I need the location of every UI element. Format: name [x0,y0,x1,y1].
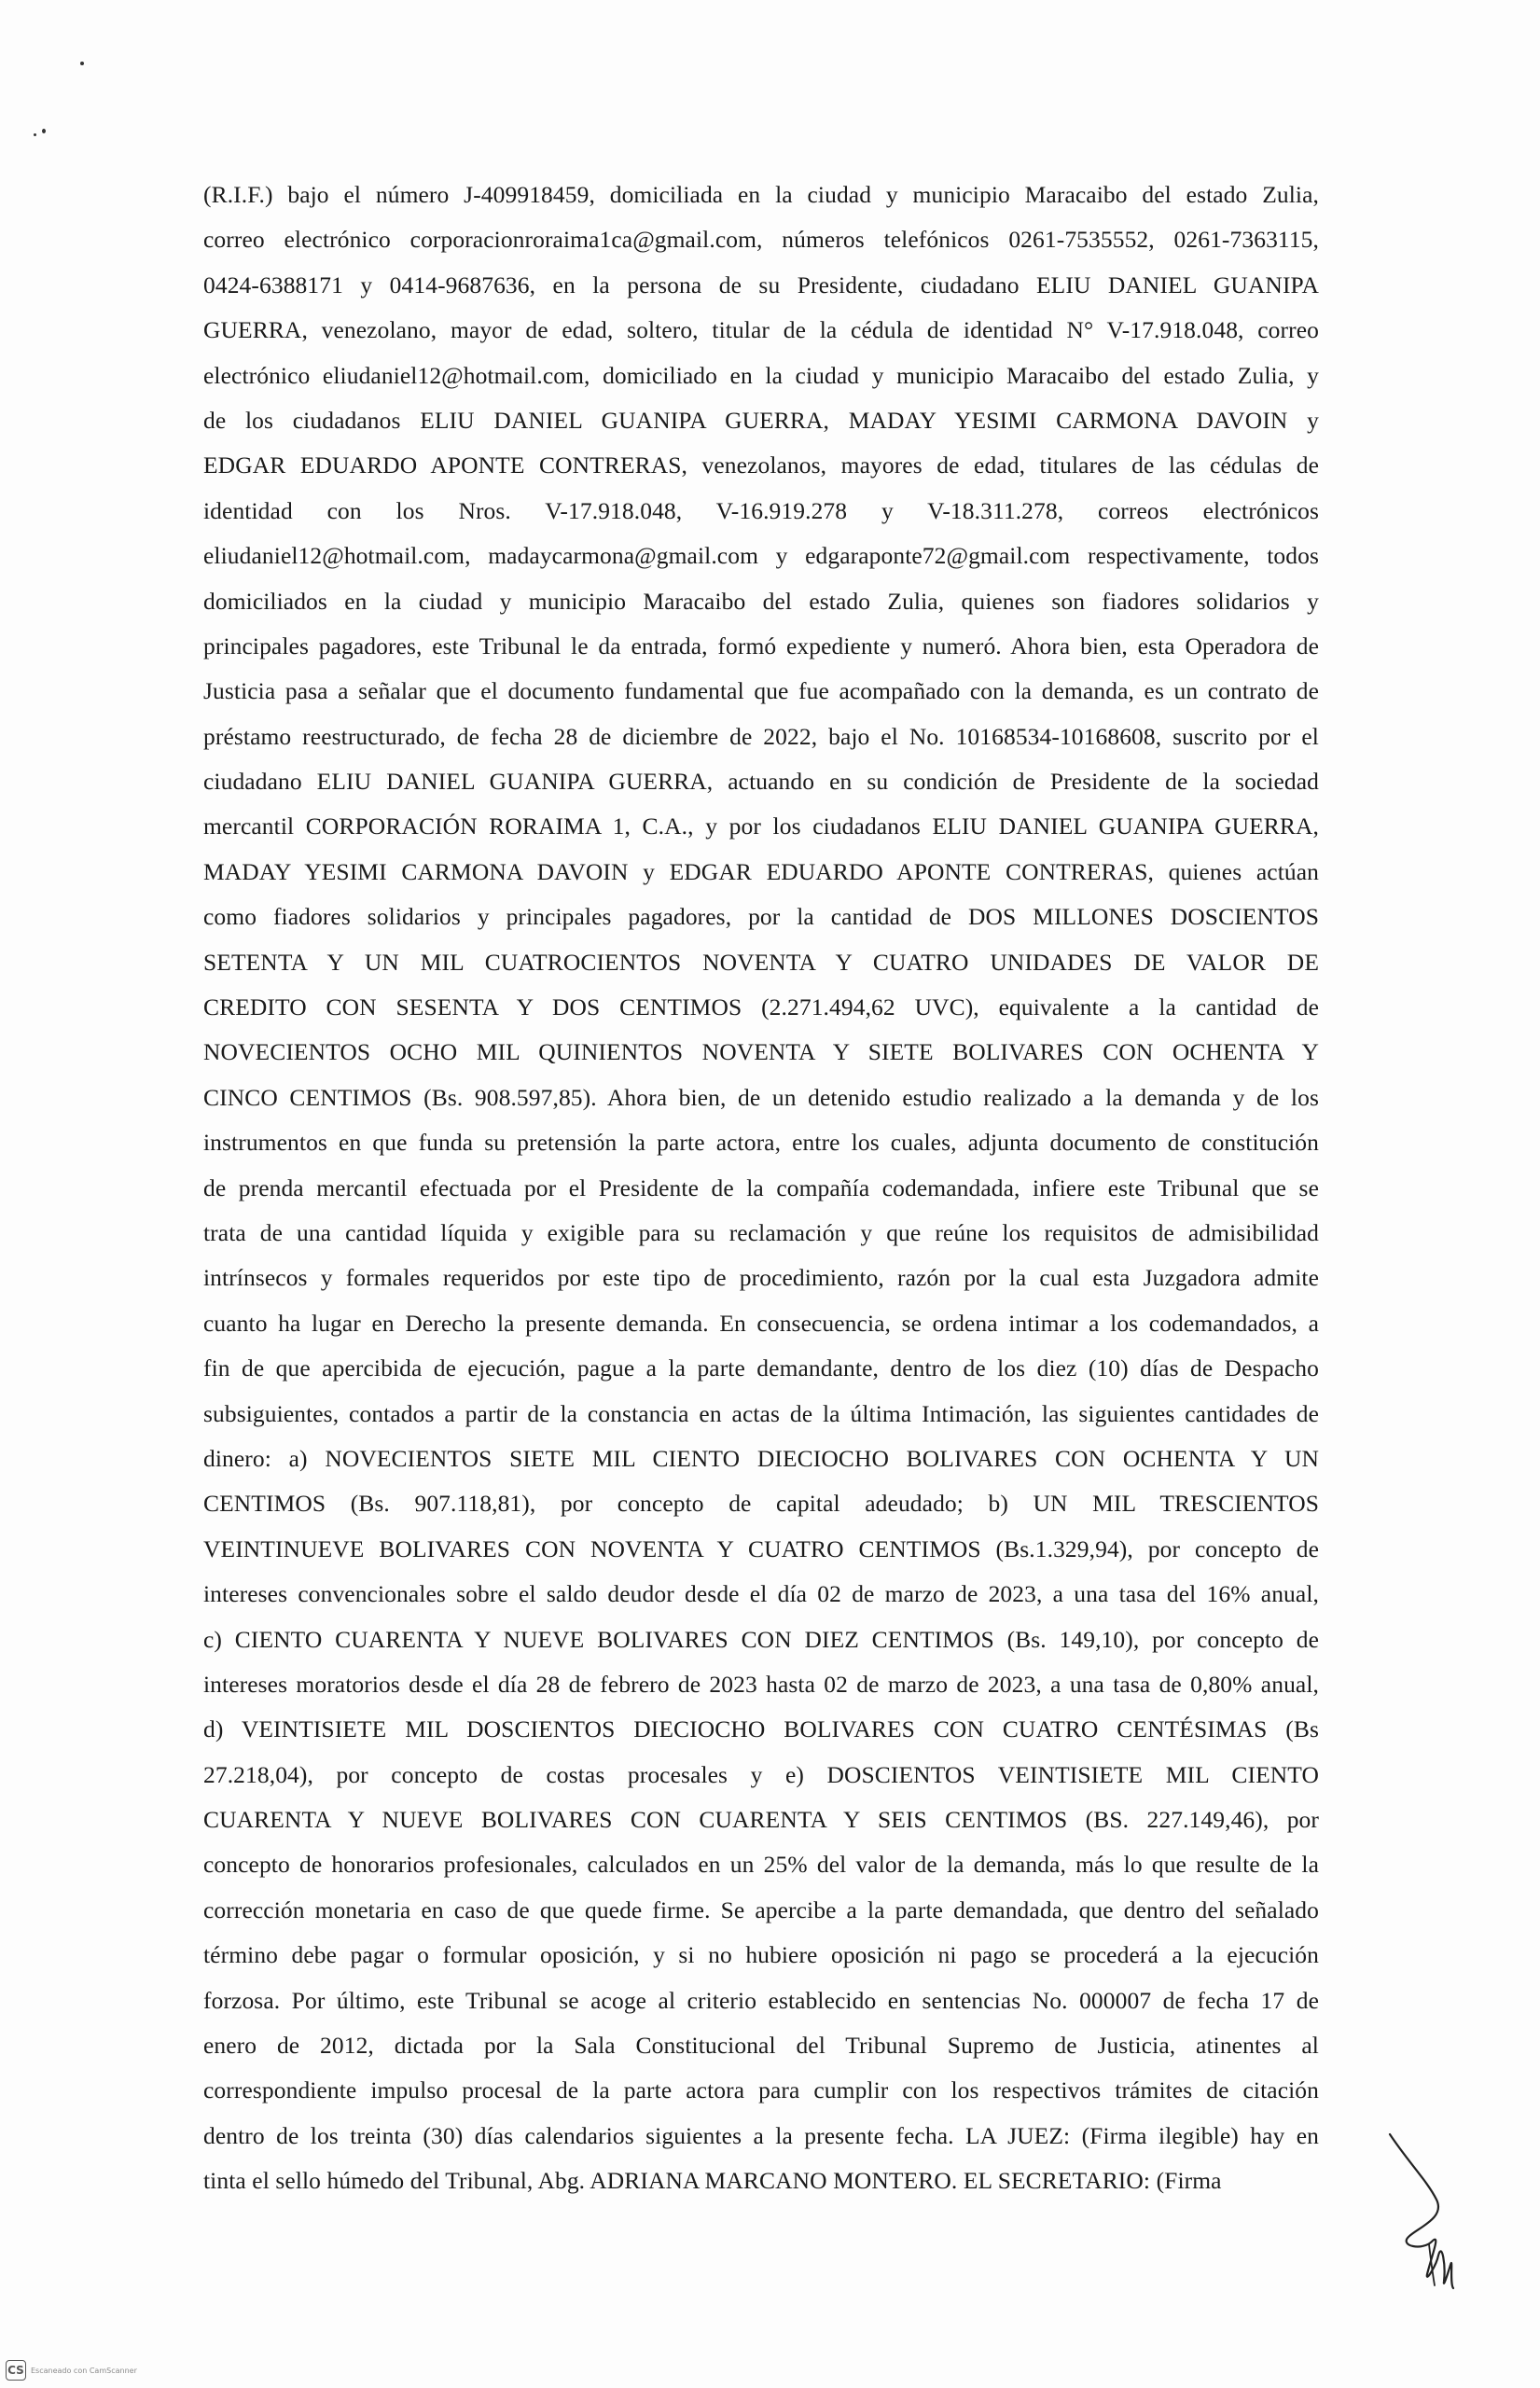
text-line: cuanto ha lugar en Derecho la presente demanda. En consecuencia, se ordena intimar a los codemandados, a [203,1309,1319,1337]
text-line: forzosa. Por último, este Tribunal se acoge al criterio establecido en sentencias No. 000007 de fecha 17 de [203,1986,1319,2014]
text-line: EDGAR EDUARDO APONTE CONTRERAS, venezolanos, mayores de edad, titulares de las cédulas de [203,451,1319,479]
text-line: intrínsecos y formales requeridos por este tipo de procedimiento, razón por la cual esta Juzgadora admite [203,1264,1319,1292]
text-line: enero de 2012, dictada por la Sala Constitucional del Tribunal Supremo de Justicia, atinentes al [203,2032,1319,2060]
text-line: principales pagadores, este Tribunal le da entrada, formó expediente y numeró. Ahora bien, esta Operadora de [203,632,1319,659]
text-line: correspondiente impulso procesal de la parte actora para cumplir con los respectivos trámites de citación [203,2076,1319,2104]
text-line: subsiguientes, contados a partir de la constancia en actas de la última Intimación, las siguientes cantidades de [203,1399,1319,1427]
text-line: instrumentos en que funda su pretensión la parte actora, entre los cuales, adjunta documento de constitución [203,1129,1319,1157]
text-line: tinta el sello húmedo del Tribunal, Abg. ADRIANA MARCANO MONTERO. EL SECRETARIO: (Firma [203,2167,1222,2195]
text-line: eliudaniel12@hotmail.com, madaycarmona@gmail.com y edgaraponte72@gmail.com respectivamente, todos [203,542,1319,570]
text-line: d) VEINTISIETE MIL DOSCIENTOS DIECIOCHO BOLIVARES CON CUATRO CENTÉSIMAS (Bs [203,1715,1319,1743]
text-line: de prenda mercantil efectuada por el Presidente de la compañía codemandada, infiere este Tribunal que se [203,1173,1319,1201]
text-line: (R.I.F.) bajo el número J-409918459, domiciliada en la ciudad y municipio Maracaibo del estado Zulia, [203,181,1319,208]
scan-speck [34,133,36,136]
text-line: SETENTA Y UN MIL CUATROCIENTOS NOVENTA Y CUATRO UNIDADES DE VALOR DE [203,948,1319,976]
text-line: de los ciudadanos ELIU DANIEL GUANIPA GUERRA, MADAY YESIMI CARMONA DAVOIN y [203,406,1319,434]
scan-speck [80,62,84,65]
text-line: mercantil CORPORACIÓN RORAIMA 1, C.A., y por los ciudadanos ELIU DANIEL GUANIPA GUERRA, [203,812,1319,840]
text-line: CUARENTA Y NUEVE BOLIVARES CON CUARENTA Y SEIS CENTIMOS (BS. 227.149,46), por [203,1806,1319,1834]
text-line: GUERRA, venezolano, mayor de edad, soltero, titular de la cédula de identidad N° V-17.918.048, correo [203,316,1319,344]
text-line: préstamo reestructurado, de fecha 28 de diciembre de 2022, bajo el No. 10168534-10168608, suscrito por el [203,722,1319,750]
text-line: intereses convencionales sobre el saldo deudor desde el día 02 de marzo de 2023, a una tasa del 16% anual, [203,1580,1319,1608]
text-line: Justicia pasa a señalar que el documento fundamental que fue acompañado con la demanda, es un contrato de [203,677,1319,705]
text-line: c) CIENTO CUARENTA Y NUEVE BOLIVARES CON DIEZ CENTIMOS (Bs. 149,10), por concepto de [203,1625,1319,1653]
text-line: corrección monetaria en caso de que quede firme. Se apercibe a la parte demandada, que dentro del señalado [203,1895,1319,1923]
text-line: NOVECIENTOS OCHO MIL QUINIENTOS NOVENTA Y SIETE BOLIVARES CON OCHENTA Y [203,1038,1319,1066]
camscanner-logo-icon: CS [6,2360,26,2381]
text-line: concepto de honorarios profesionales, calculados en un 25% del valor de la demanda, más lo que resulte de la [203,1851,1319,1879]
text-line: CENTIMOS (Bs. 907.118,81), por concepto de capital adeudado; b) UN MIL TRESCIENTOS [203,1490,1319,1518]
text-line: VEINTINUEVE BOLIVARES CON NOVENTA Y CUATRO CENTIMOS (Bs.1.329,94), por concepto de [203,1534,1319,1562]
text-line: fin de que apercibida de ejecución, pague a la parte demandante, dentro de los diez (10) días de Despacho [203,1354,1319,1382]
text-line: CINCO CENTIMOS (Bs. 908.597,85). Ahora bien, de un detenido estudio realizado a la demanda y de los [203,1083,1319,1111]
text-line: MADAY YESIMI CARMONA DAVOIN y EDGAR EDUARDO APONTE CONTRERAS, quienes actúan [203,857,1319,885]
text-line: como fiadores solidarios y principales pagadores, por la cantidad de DOS MILLONES DOSCIENTOS [203,903,1319,931]
text-line: 0424-6388171 y 0414-9687636, en la persona de su Presidente, ciudadano ELIU DANIEL GUANIPA [203,271,1319,298]
text-line: identidad con los Nros. V-17.918.048, V-16.919.278 y V-18.311.278, correos electrónicos [203,496,1319,524]
document-body [203,173,1319,2204]
scanner-label: Escaneado con CamScanner [31,2366,137,2375]
handwritten-signature [1380,2125,1474,2293]
camscanner-watermark [6,2360,137,2381]
text-line: domiciliados en la ciudad y municipio Maracaibo del estado Zulia, quienes son fiadores solidarios y [203,587,1319,615]
text-line: electrónico eliudaniel12@hotmail.com, domiciliado en la ciudad y municipio Maracaibo del estado Zulia, y [203,361,1319,389]
text-line: trata de una cantidad líquida y exigible para su reclamación y que reúne los requisitos de admisibilidad [203,1218,1319,1246]
text-line: CREDITO CON SESENTA Y DOS CENTIMOS (2.271.494,62 UVC), equivalente a la cantidad de [203,993,1319,1021]
text-line: dinero: a) NOVECIENTOS SIETE MIL CIENTO DIECIOCHO BOLIVARES CON OCHENTA Y UN [203,1444,1319,1472]
text-line: ciudadano ELIU DANIEL GUANIPA GUERRA, actuando en su condición de Presidente de la sociedad [203,768,1319,796]
text-line: correo electrónico corporacionroraima1ca@gmail.com, números telefónicos 0261-7535552, 0261-7363115, [203,226,1319,254]
text-line: intereses moratorios desde el día 28 de febrero de 2023 hasta 02 de marzo de 2023, a una tasa de 0,80% anual, [203,1670,1319,1698]
text-line: dentro de los treinta (30) días calendarios siguientes a la presente fecha. LA JUEZ: (Firma ilegible) hay en [203,2121,1319,2149]
scan-speck [42,129,46,133]
text-line: 27.218,04), por concepto de costas procesales y e) DOSCIENTOS VEINTISIETE MIL CIENTO [203,1760,1319,1788]
text-line: término debe pagar o formular oposición, y si no hubiere oposición ni pago se procederá a la ejecución [203,1941,1319,1969]
